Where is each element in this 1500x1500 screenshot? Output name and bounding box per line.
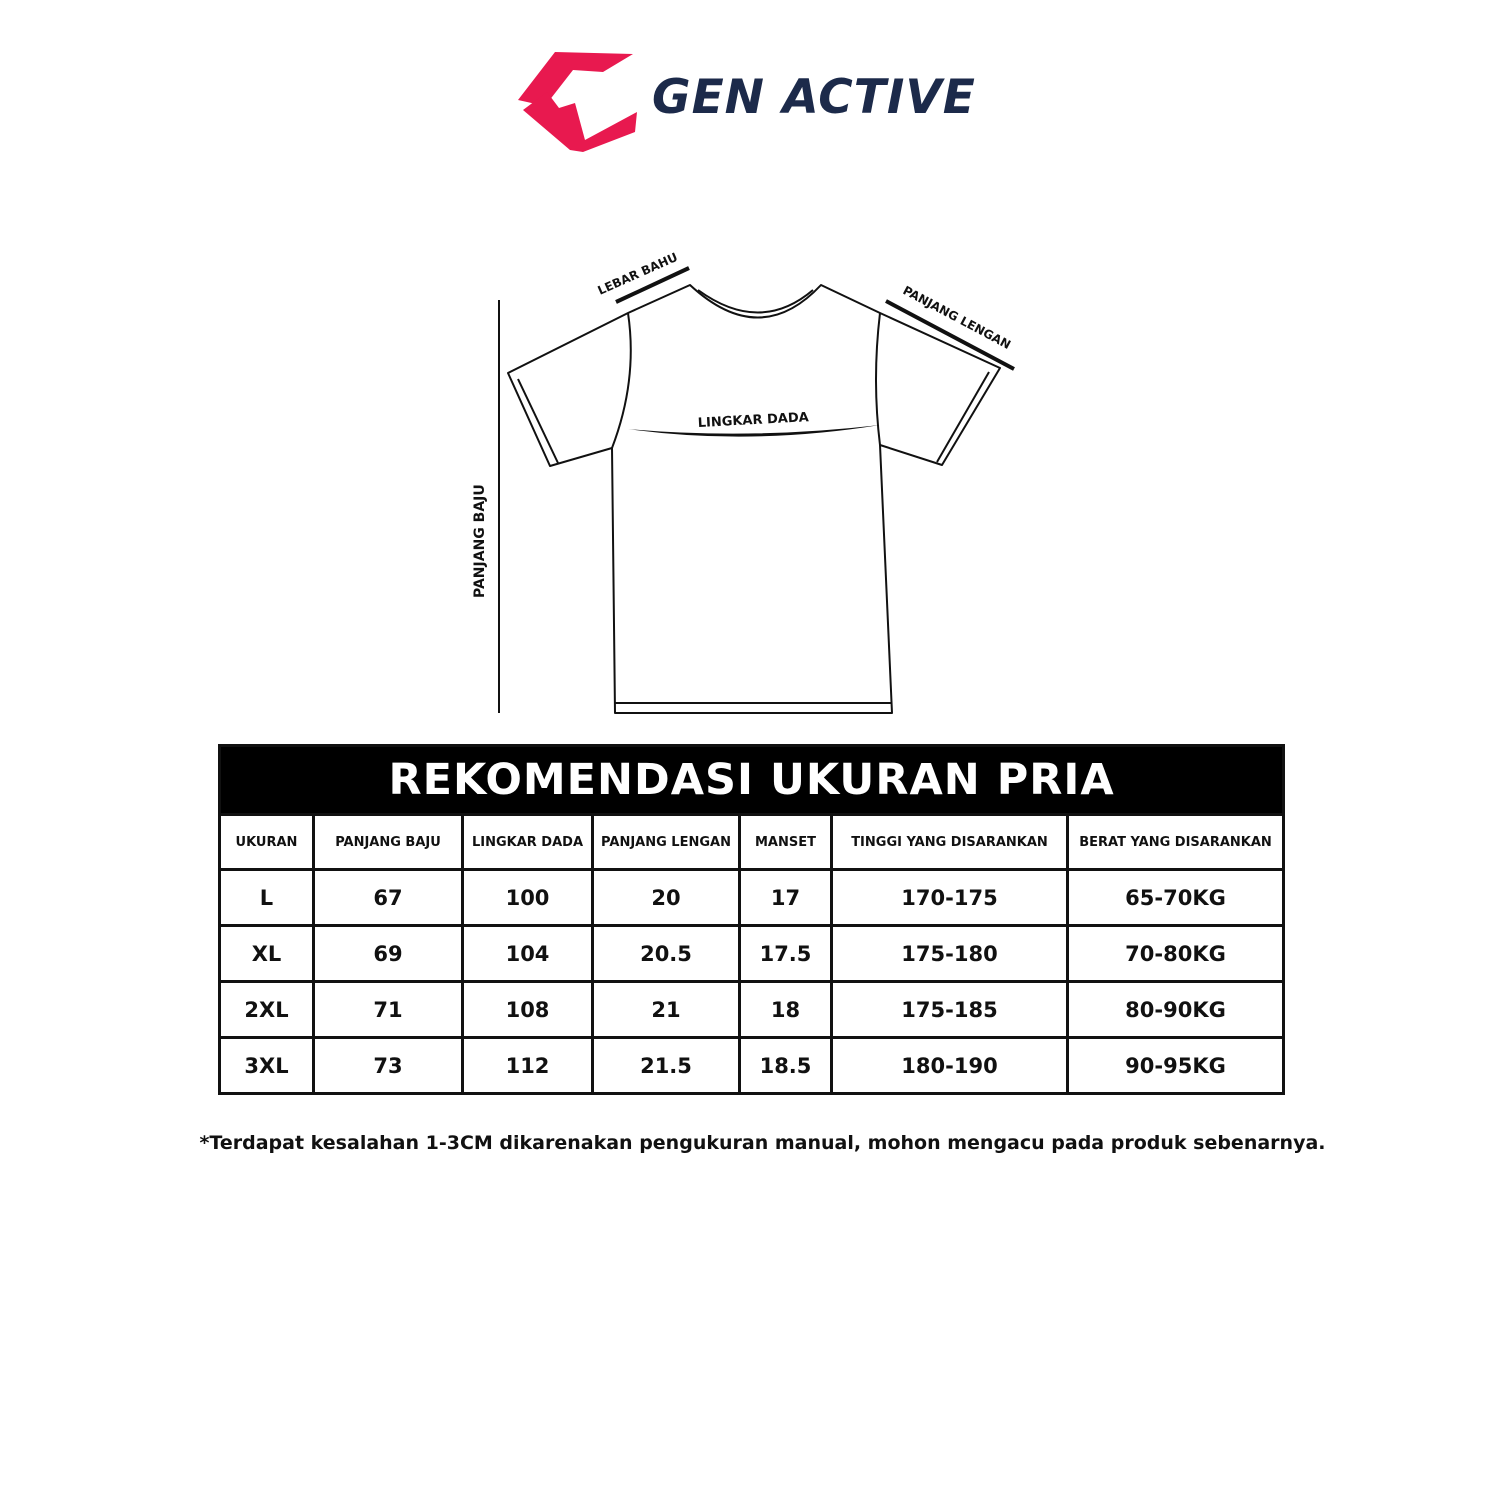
disclaimer-note: *Terdapat kesalahan 1-3CM dikarenakan pengukuran manual, mohon mengacu pada produk sebenarnya. (199, 1132, 1326, 1154)
table-row (220, 926, 1284, 982)
table-cell: 2XL (220, 982, 314, 1038)
table-cell: L (220, 870, 314, 926)
tshirt-outline (508, 285, 1000, 713)
table-row (220, 870, 1284, 926)
table-cell: 20.5 (593, 926, 740, 982)
table-cell: 100 (463, 870, 593, 926)
table-cell: 3XL (220, 1038, 314, 1094)
table-cell: 69 (314, 926, 463, 982)
table-cell: 170-175 (832, 870, 1068, 926)
label-lingkar-dada: LINGKAR DADA (697, 410, 810, 431)
table-cell: XL (220, 926, 314, 982)
tshirt-diagram (0, 0, 1500, 740)
table-cell: 108 (463, 982, 593, 1038)
table-cell: 104 (463, 926, 593, 982)
label-panjang-baju: PANJANG BAJU (472, 484, 488, 598)
table-header-row (220, 815, 1284, 870)
right-sleeve-seam (876, 313, 880, 445)
table-cell: 17 (740, 870, 832, 926)
table-cell: 17.5 (740, 926, 832, 982)
column-header: BERAT YANG DISARANKAN (1068, 815, 1284, 870)
table-cell: 18.5 (740, 1038, 832, 1094)
table-cell: 90-95KG (1068, 1038, 1284, 1094)
table-cell: 65-70KG (1068, 870, 1284, 926)
table-cell: 21 (593, 982, 740, 1038)
table-row (220, 1038, 1284, 1094)
table-cell: 175-185 (832, 982, 1068, 1038)
size-table (218, 744, 1285, 1095)
column-header: LINGKAR DADA (463, 815, 593, 870)
label-lebar-bahu: LEBAR BAHU (595, 250, 680, 298)
column-header: PANJANG BAJU (314, 815, 463, 870)
table-cell: 71 (314, 982, 463, 1038)
table-cell: 20 (593, 870, 740, 926)
table-cell: 80-90KG (1068, 982, 1284, 1038)
table-cell: 175-180 (832, 926, 1068, 982)
table-cell: 70-80KG (1068, 926, 1284, 982)
left-sleeve-seam (612, 313, 631, 448)
table-title: REKOMENDASI UKURAN PRIA (220, 746, 1284, 815)
column-header: PANJANG LENGAN (593, 815, 740, 870)
table-cell: 112 (463, 1038, 593, 1094)
table-cell: 73 (314, 1038, 463, 1094)
column-header: MANSET (740, 815, 832, 870)
table-cell: 21.5 (593, 1038, 740, 1094)
column-header: UKURAN (220, 815, 314, 870)
table-cell: 180-190 (832, 1038, 1068, 1094)
brand-name: GEN ACTIVE (652, 70, 976, 125)
tshirt-collar (698, 290, 813, 313)
label-panjang-lengan: PANJANG LENGAN (900, 283, 1014, 352)
table-cell: 18 (740, 982, 832, 1038)
table-cell: 67 (314, 870, 463, 926)
right-cuff-line (937, 372, 989, 462)
column-header: TINGGI YANG DISARANKAN (832, 815, 1068, 870)
table-row (220, 982, 1284, 1038)
left-cuff-line (518, 379, 558, 463)
